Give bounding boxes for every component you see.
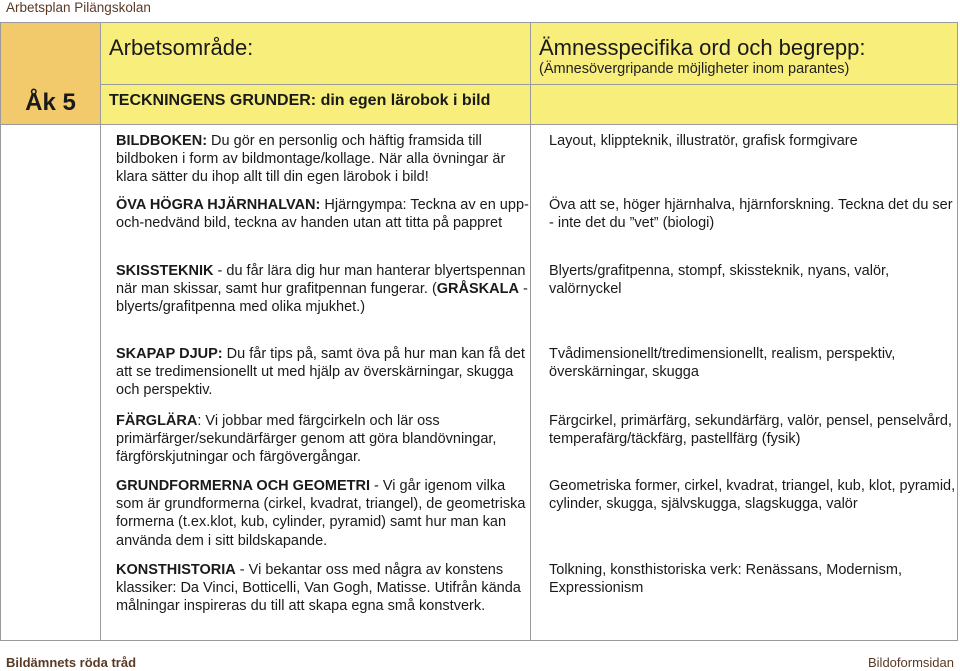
terms-grundformerna: Geometriska former, cirkel, kvadrat, triangel, kub, klot, pyramid, cylinder, skugga, självskugga, slagskugga, valör [549, 478, 956, 513]
area-heading: Arbetsområde: [109, 35, 254, 60]
terms-bildboken: Layout, klippteknik, illustratör, grafisk formgivare [549, 133, 858, 149]
activity-konsthistoria [108, 561, 544, 616]
activity-key: KONSTHISTORIA [116, 562, 236, 578]
grade-body-cell [1, 125, 101, 641]
grade-cell [1, 23, 101, 125]
activity-key: GRÅSKALA [436, 281, 519, 298]
activity-key: FÄRGLÄRA [116, 413, 198, 429]
terms-fargklara: Färgcirkel, primärfärg, sekundärfärg, valör, pensel, penselvård, temperafärg/täckfärg, pastellfärg (fysik) [549, 413, 952, 448]
footer-left-text: Bildämnets röda tråd [6, 655, 137, 670]
top-bar [0, 0, 960, 20]
terms-heading: Ämnesspecifika ord och begrepp: [539, 35, 866, 60]
activity-key: ÖVA HÖGRA HJÄRNHALVAN: [116, 197, 321, 213]
activity-key: SKISSTEKNIK [116, 263, 214, 279]
activity-key: GRUNDFORMERNA OCH GEOMETRI [116, 478, 371, 494]
activity-key: SKAPAP DJUP: [116, 346, 223, 362]
activity-key: BILDBOKEN: [116, 133, 208, 149]
topic-blank-cell [531, 85, 958, 125]
terms-subheading: (Ämnesövergripande möjligheter inom parantes) [539, 61, 850, 77]
activity-text: - Vi går igenom vilka som är grundformerna (cirkel, kvadrat, triangel), de geometriska formerna (t.ex.klot, kub, cylinder, pyramid) samt hur man kan använda dem i sitt bildskapande. [116, 478, 526, 549]
activity-hogra-hjarnhalvan [108, 196, 544, 232]
activity-text: Du gör en personlig och häftig framsida till bildboken i form av bildmontage/kollage. När alla övningar är klara sätter du ihop allt till din egen lärobok i bild! [116, 133, 506, 186]
area-header-cell [101, 23, 531, 85]
activity-grundformerna [108, 477, 544, 550]
document-title: Arbetsplan Pilängskolan [6, 0, 151, 15]
terms-skissteknik: Blyerts/grafitpenna, stompf, skissteknik, nyans, valör, valörnyckel [549, 263, 890, 298]
footer-right-text: Bildoformsidan [868, 655, 954, 670]
activity-text: - du får lära dig hur man hanterar blyertspennan när man skissar, samt hur grafitpennan fungerar. ( [116, 263, 526, 298]
topic-title-cell [101, 85, 531, 125]
activity-text: - Vi bekantar oss med några av konstens klassiker: Da Vinci, Botticelli, Van Gogh, Matisse. Utifrån kända målningar inspireras du till att skapa egna små konstverk. [116, 562, 521, 615]
grade-label: Åk 5 [25, 89, 76, 116]
footer [0, 651, 960, 671]
activity-fargklara [108, 412, 544, 467]
terms-header-cell [531, 23, 958, 85]
activity-bildboken [108, 132, 544, 187]
activity-skapa-djup [108, 345, 544, 400]
activity-text: Hjärngympa: Teckna av en upp- och-nedvänd bild, teckna av handen utan att titta på pappret [116, 197, 529, 232]
terms-konsthistoria: Tolkning, konsthistoriska verk: Renässans, Modernism, Expressionism [549, 562, 902, 597]
activity-skissteknik [108, 262, 544, 317]
activity-text: - blyerts/grafitpenna med olika mjukhet.) [116, 281, 528, 316]
topic-title: TECKNINGENS GRUNDER: din egen lärobok i bild [109, 92, 491, 109]
terms-hogra-hjarnhalvan: Öva att se, höger hjärnhalva, hjärnforskning. Teckna det du ser - inte det du ”vet” (biologi) [549, 197, 953, 232]
activity-text: : Vi jobbar med färgcirkeln och lär oss primärfärger/sekundärfärger genom att göra blandövningar, färgförskjutningar och färgövergångar. [116, 413, 497, 466]
terms-skapa-djup: Tvådimensionellt/tredimensionellt, realism, perspektiv, överskärningar, skugga [549, 346, 896, 381]
activity-text: Du får tips på, samt öva på hur man kan få det att se tredimensionellt ut med hjälp av överskärningar, skugga och perspektiv. [116, 346, 525, 399]
